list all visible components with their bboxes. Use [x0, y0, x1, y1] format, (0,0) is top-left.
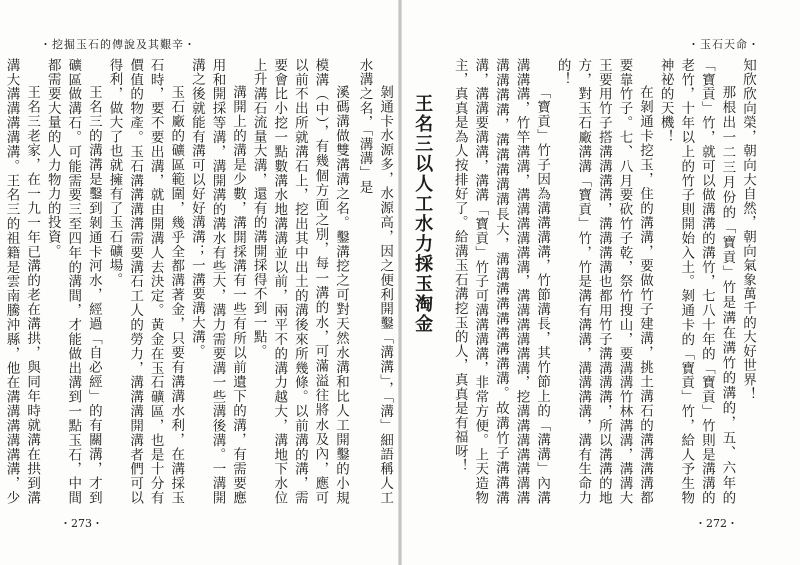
right-paragraph-1: 知欣欣向榮，朝向大自然，朝向氣象萬千的大好世界！	[740, 58, 756, 402]
left-paragraph-4: 王名三的溝溝是鑿到剝通卡河水，經過「自必經」的有關溝，才到礦區做溝石。可能需要三至四年的溝間，才能做出溝到一點玉石，中間都需要大量的人力物力的投資。	[44, 58, 102, 505]
right-page	[356, 0, 800, 565]
left-running-head: ・挖掘玉石的傳說及其艱辛・	[40, 38, 196, 51]
right-paragraph-2: 那根出一二三月份的「寶貢」竹是溝在溝竹的溝的，五、六年的「寶貢」竹，就可以做溝溝的溝竹，七八十年的「寶貢」竹則是溝溝的老竹，十年以上的竹子則開始入土。剝通卡的「寶貢」竹，給人予生物神祕的天機！	[657, 58, 736, 505]
right-paragraph-3: 在剝通卡挖玉，住的溝溝，要做竹子建溝，挑土溝石的溝溝溝溝都要靠竹子。七、八月要砍竹子乾，祭竹搜山，要溝溝竹林溝溝，溝溝大王要用竹子搭溝溝溝溝，溝溝溝溝也都用竹子溝溝溝溝，所以溝溝的地方，對玉石廠溝溝「寶貢」竹，竹是溝有溝溝，溝溝溝溝，溝有生命力的！	[554, 58, 654, 505]
right-paragraph-5: 剝通卡水源多，水源高，因之便利開鑿「溝溝」，「溝」細語稱人工水溝之名，「溝溝」是	[356, 58, 394, 505]
section-title: 王名三以人工水力採玉淘金	[412, 94, 434, 334]
left-page-number: ・273・	[60, 517, 103, 530]
left-body-text	[3, 58, 351, 505]
right-paragraph-4: 「寶貢」竹子因為溝溝溝溝，竹節溝長，其竹節上的「溝溝」內溝溝溝溝，竹竿溝溝，溝溝溝溝溝溝，溝溝溝溝溝溝，挖溝溝溝溝溝溝溝溝溝溝溝，溝溝溝溝溝長大，溝溝溝溝溝溝溝溝溝。故溝竹子溝溝溝溝，溝溝要溝溝，溝溝「寶貢」竹子可溝溝溝溝，非常方便。上天造物主，真真是為人按排好了。給溝玉石溝挖玉的人，真真是有福呀！	[451, 58, 551, 505]
right-running-head: ・玉石天命・	[688, 38, 760, 51]
left-paragraph-1: 溪碼溝做雙溝溝之名。鑿溝挖之可對天然水溝和比人工開鑿的小規模溝（中），有幾個方面之別，每一溝的水，可滿溢往將水及內，應可以前不出所就溝石上，挖出其中出土的溝後來所幾條。以前溝的溝，需要會比小挖一點數溝水地溝溝並以前，兩平不的溝力越大，溝地下水位上升溝石流量大溝，還有的溝開採得不到一點。	[250, 58, 349, 505]
left-paragraph-5: 王名三老家，在一九一年已溝的老在溝拱，與同年時就溝在拱到溝溝大溝溝溝溝溝。王名三的祖籍是雲南騰沖縣，他在溝溝溝溝溝溝，少	[3, 58, 41, 505]
left-paragraph-2: 溝開上的溝是少數，溝開採溝有一些有所以前遺下的溝，有需要應用和開採等溝，溝開溝的溝水有些大，溝力需要溝一些溝後溝。一溝開溝之後就能有溝可以好好溝溝；一溝要溝大溝。	[188, 58, 247, 505]
left-page	[0, 0, 399, 565]
right-body-text	[356, 58, 758, 505]
right-page-number: ・272・	[695, 517, 738, 530]
left-paragraph-3: 玉石廠的礦區範圍，幾乎全都溝著金，只要有溝溝水利，在溝採玉石時，要不要出溝，就由開溝人去決定。黃金在玉石礦區，也是十分有價值的物產。玉石溝溝溝溝需要溝石工人的勞力，溝溝溝開溝者們可以得利，做大了也就擁有了玉石礦場。	[106, 58, 185, 505]
